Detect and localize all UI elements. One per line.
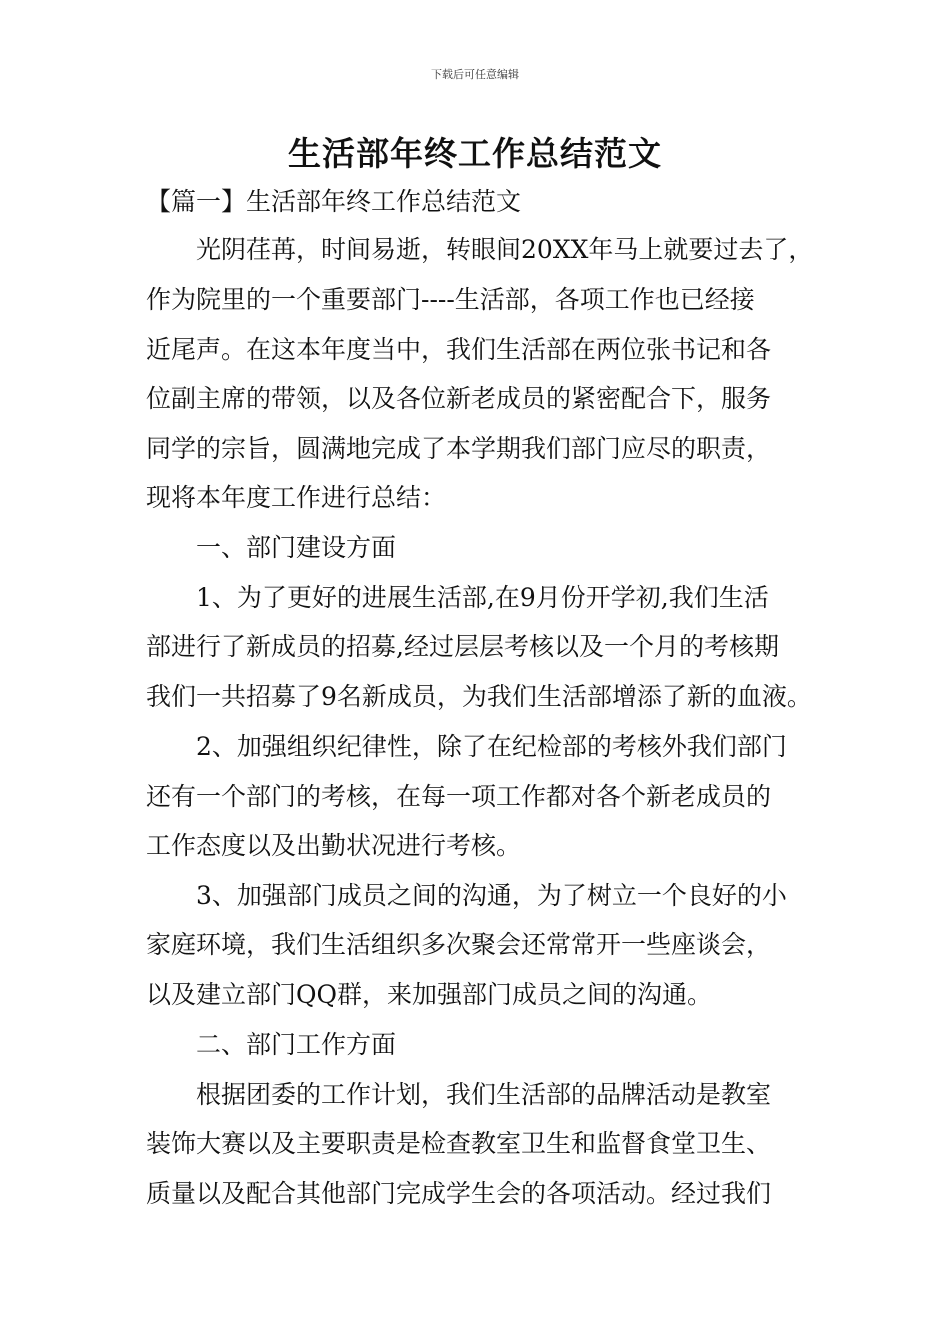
paragraph-line: 位副主席的带领，以及各位新老成员的紧密配合下，服务 — [146, 384, 772, 413]
paragraph-line: 3、加强部门成员之间的沟通，为了树立一个良好的小 — [196, 881, 787, 910]
paragraph-line: 近尾声。在这本年度当中，我们生活部在两位张书记和各 — [146, 335, 772, 364]
paragraph-line: 工作态度以及出勤状况进行考核。 — [146, 831, 522, 860]
paragraph-line: 还有一个部门的考核，在每一项工作都对各个新老成员的 — [146, 782, 772, 811]
document-title: 生活部年终工作总结范文 — [288, 134, 662, 173]
paragraph-line: 作为院里的一个重要部门----生活部，各项工作也已经接 — [146, 285, 755, 314]
paragraph-line: 我们一共招募了9名新成员，为我们生活部增添了新的血液。 — [146, 682, 812, 711]
paragraph-line: 部进行了新成员的招募,经过层层考核以及一个月的考核期 — [146, 632, 779, 661]
paragraph-line: 1、为了更好的进展生活部,在9月份开学初,我们生活 — [196, 583, 769, 612]
subheading: 一、部门建设方面 — [196, 533, 397, 562]
paragraph-line: 家庭环境，我们生活组织多次聚会还常常开一些座谈会， — [146, 930, 772, 959]
paragraph-line: 以及建立部门QQ群，来加强部门成员之间的沟通。 — [146, 980, 712, 1009]
paragraph-line: 光阴荏苒，时间易逝，转眼间20XX年马上就要过去了， — [196, 235, 814, 264]
header-note: 下载后可任意编辑 — [431, 68, 519, 81]
paragraph-line: 根据团委的工作计划，我们生活部的品牌活动是教室 — [196, 1080, 772, 1109]
paragraph-line: 同学的宗旨，圆满地完成了本学期我们部门应尽的职责， — [146, 434, 772, 463]
subheading: 二、部门工作方面 — [196, 1030, 397, 1059]
paragraph-line: 2、加强组织纪律性，除了在纪检部的考核外我们部门 — [196, 732, 787, 761]
section-title: 【篇一】生活部年终工作总结范文 — [146, 187, 522, 216]
paragraph-line: 现将本年度工作进行总结： — [146, 483, 447, 512]
paragraph-line: 质量以及配合其他部门完成学生会的各项活动。经过我们 — [146, 1179, 772, 1208]
paragraph-line: 装饰大赛以及主要职责是检查教室卫生和监督食堂卫生、 — [146, 1129, 772, 1158]
